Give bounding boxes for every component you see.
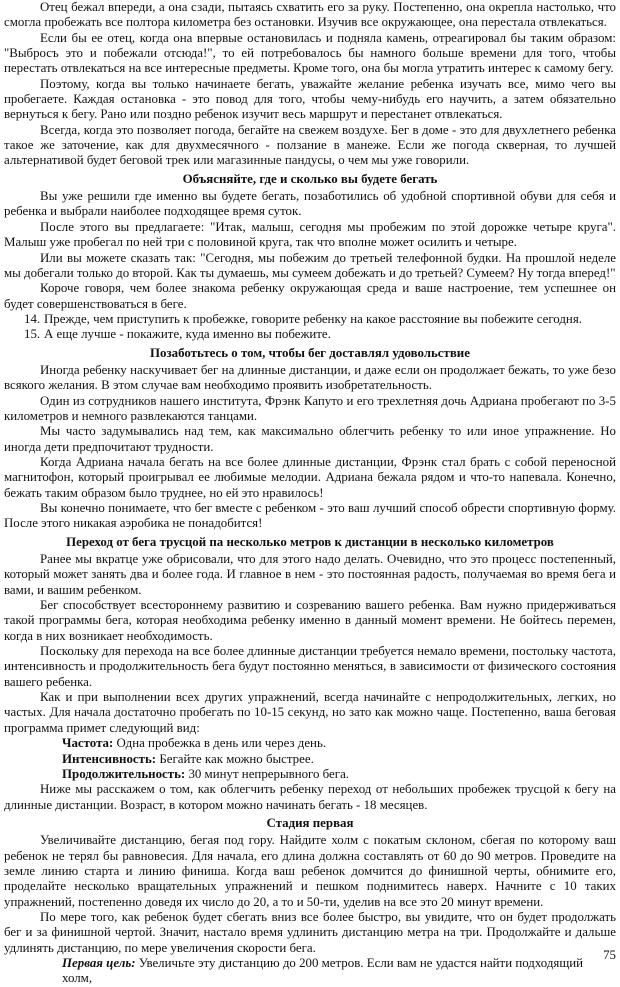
list-number: 14. bbox=[24, 311, 41, 326]
list-item bbox=[4, 312, 616, 327]
paragraph: Если бы ее отец, когда она впервые остановилась и подняла камень, отреагировал бы таким образом: "Выбросъ это и побежали отсюда!", то ей потребовалось бы намного больше времени для того, чтобы перестать отвлекаться на все интересные предметы. Кроме того, она бы могла утратить интерес к самому бегу. bbox=[4, 30, 616, 76]
program-label: Продолжительность: bbox=[62, 766, 186, 781]
paragraph: Иногда ребенку наскучивает бег на длинные дистанции, и даже если он продолжает бежать, то уже безо всякого желания. В этом случае вам необходимо проявить изобретательность. bbox=[4, 362, 616, 393]
section-heading: Стадия первая bbox=[266, 815, 354, 830]
paragraph: Бег способствует всестороннему развитию и созреванию вашего ребенка. Вам нужно придерживаться такой программы бега, которая необходима ребенку именно в данный момент времени. Не бойтесь перемен, когда в них возникает необходимость. bbox=[4, 598, 616, 643]
paragraph: Ранее мы вкратце уже обрисовали, что для этого надо делать. Очевидно, что это процесс постепенный, который может занять два и более года. И главное в нем - это постоянная радость, получаемая во время бега и вами, и вашим ребенком. bbox=[4, 552, 616, 597]
list-item bbox=[4, 327, 616, 342]
section-heading: Объясняйте, где и сколько вы будете бегать bbox=[182, 171, 438, 186]
paragraph: Поскольку для перехода на все более длинные дистанции требуется немало времени, постольку частота, интенсивность и продолжительность бега будут постоянно меняться, в зависимости от физического состояния вашего ребенка. bbox=[4, 644, 616, 689]
page-number: 75 bbox=[603, 948, 616, 962]
program-value: 30 минут непрерывного бега. bbox=[185, 766, 350, 781]
paragraph: После этого вы предлагаете: "Итак, малыш, сегодня мы пробежим по этой дорожке четыре круга". Малыш уже пробегал по ней три с половиной круга, так что вполне может осилить и четыре. bbox=[4, 219, 616, 250]
list-item-text: А еще лучше - покажите, куда именно вы побежите. bbox=[44, 327, 331, 342]
paragraph: Увеличивайте дистанцию, бегая под гору. Найдите холм с покатым склоном, сбегая по которому ваш ребенок не терял бы равновесия. Для начала, его длина должна составлять от 60 до 90 метров. Проведите на земле линию старта и линию финиша. Когда ваш ребенок домчится до финишной черты, обнимите его, проделайте несколько вращательных упражнений и пешком поднимитесь наверх. Начните с 10 таких упражнений, постепенно доведя их число до 20, а то и 50-ти, уделив на все это 20 минут времени. bbox=[4, 833, 616, 909]
goal-line bbox=[4, 956, 616, 987]
program-label: Интенсивность: bbox=[62, 751, 157, 766]
paragraph: Мы часто задумывались над тем, как максимально облегчить ребенку то или иное упражнение. Но иногда дети предпочитают трудности. bbox=[4, 424, 616, 454]
paragraph: Вы уже решили где именно вы будете бегать, позаботились об удобной спортивной обуви для себя и ребенка и выбрали наиболее подходящее время суток. bbox=[4, 189, 616, 219]
document-page bbox=[4, 0, 616, 987]
program-label: Частота: bbox=[62, 736, 114, 751]
paragraph: Всегда, когда это позволяет погода, бегайте на свежем воздухе. Бег в доме - это для двухлетнего ребенка такое же заточение, как для двухмесячного - ползание в манеже. Если же погода скверная, то лучшей альтернативой будет беговой трек или магазинные пандусы, о чем мы уже говорили. bbox=[4, 122, 616, 168]
paragraph: Короче говоря, чем более знакома ребенку окружающая среда и ваше настроение, тем успешнее он будет совершенствоваться в беге. bbox=[4, 281, 616, 311]
list-item-text: Прежде, чем приступить к пробежке, говорите ребенку на какое расстояние вы побежите сегодня. bbox=[44, 311, 582, 326]
paragraph: Или вы можете сказать так: "Сегодня, мы побежим до третьей телефонной будки. На прошлой неделе мы добегали только до второй. Как ты думаешь, мы сумеем добежать и до третьей? Сумеем? Ну тогда вперед!" bbox=[4, 250, 616, 280]
paragraph: Поэтому, когда вы только начинаете бегать, уважайте желание ребенка изучать все, мимо чего вы пробегаете. Каждая остановка - это повод для того, чтобы чему-нибудь его научить, а затем обязательно вернуться к бегу. Рано или поздно ребенок изучит весь маршрут и перестанет отвлекаться. bbox=[4, 76, 616, 122]
paragraph: Отец бежал впереди, а она сзади, пытаясь схватить его за руку. Постепенно, она окрепла настолько, что смогла пробежать все полтора километра без остановки. Изучив все окружающее, она перестала отвлекаться. bbox=[4, 0, 616, 30]
paragraph: Один из сотрудников нашего института, Фрэнк Капуто и его трехлетняя дочь Адриана пробегают по 3-5 километров и немного развлекаются танцами. bbox=[4, 393, 616, 423]
program-value: Бегайте как можно быстрее. bbox=[156, 751, 314, 766]
program-value: Одна пробежка в день или через день. bbox=[113, 736, 327, 751]
goal-label: Первая цель: bbox=[62, 955, 136, 970]
paragraph: По мере того, как ребенок будет сбегать вниз все более быстро, вы увидите, что он будет продолжать бег и за финишной чертой. Значит, настало время удлинить дистанцию метра на три. Продолжайте и дальше удлинять дистанцию, по мере увеличения скорости бега. bbox=[4, 909, 616, 955]
paragraph: Вы конечно понимаете, что бег вместе с ребенком - это ваш лучший способ обрести спортивную форму. После этого никакая аэробика не понадобится! bbox=[4, 501, 616, 531]
section-heading: Позаботьтесь о том, чтобы бег доставлял удовольствие bbox=[150, 345, 470, 360]
program-line-intensity bbox=[4, 752, 616, 767]
paragraph: Как и при выполнении всех других упражнений, всегда начинайте с непродолжительных, легких, но частых. Для начала достаточно пробегать по 10-15 секунд, но зато как можно чаще. Постепенно, ваша беговая программа примет следующий вид: bbox=[4, 690, 616, 735]
goal-text: Увеличьте эту дистанцию до 200 метров. Если вам не удастся найти подходящий холм, bbox=[62, 955, 584, 986]
section-heading: Переход от бега трусцой па несколько метров к дистанции в несколько километров bbox=[66, 534, 554, 549]
program-line-frequency bbox=[4, 736, 616, 751]
paragraph: Когда Адриана начала бегать на все более длинные дистанции, Фрэнк стал брать с собой переносной магнитофон, который проигрывал ее любимые мелодии. Адриана бежала рядом и что-то напевала. Конечно, бежать таким образом было труднее, но ей это нравилось! bbox=[4, 454, 616, 500]
program-line-duration bbox=[4, 767, 616, 782]
paragraph: Ниже мы расскажем о том, как облегчить ребенку переход от небольших пробежек трусцой к бегу на длинные дистанции. Возраст, в котором можно начинать бегать - 18 месяцев. bbox=[4, 782, 616, 812]
list-number: 15. bbox=[24, 327, 41, 342]
